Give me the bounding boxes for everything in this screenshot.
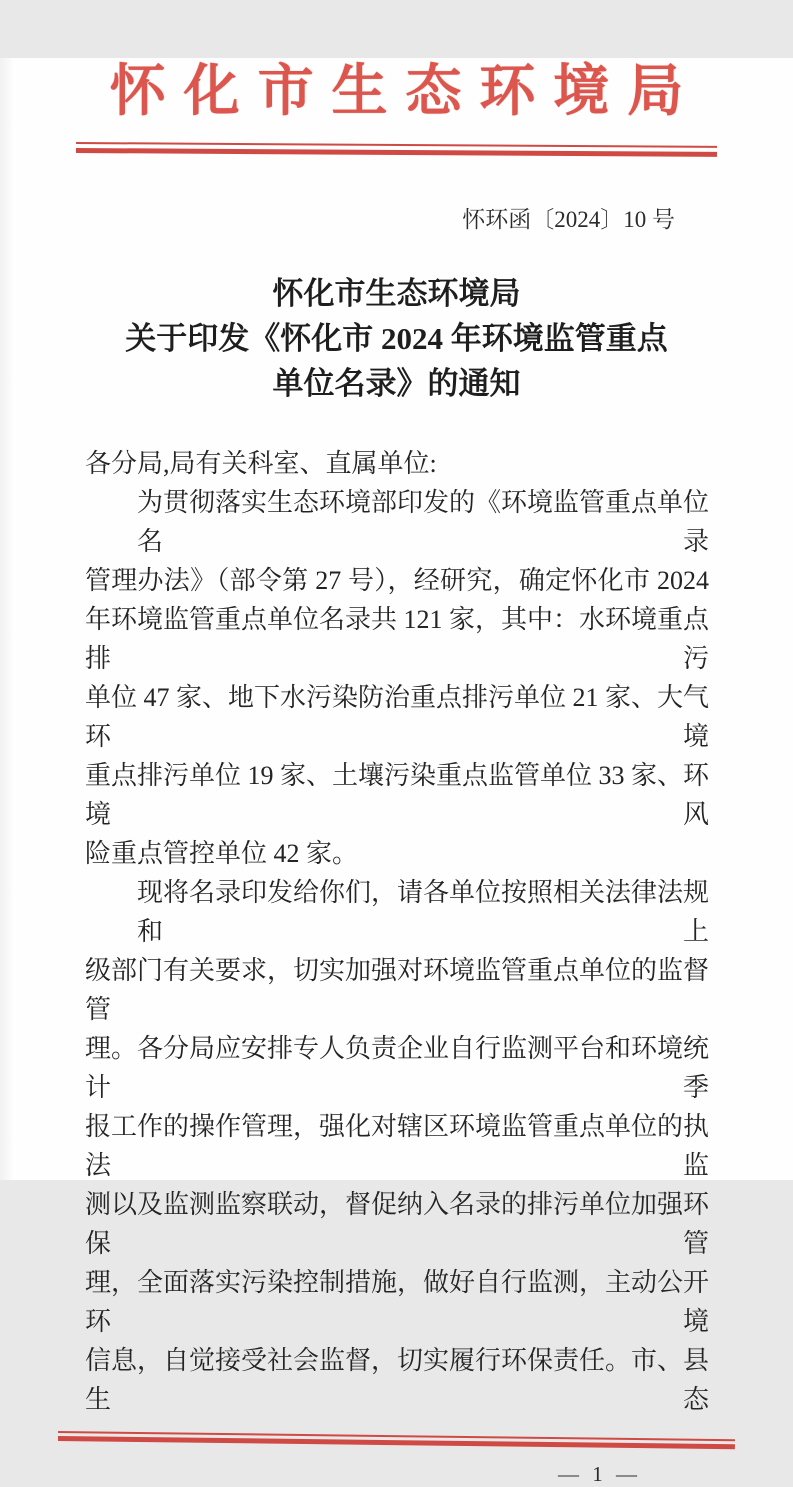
body-line: 险重点管控单位 42 家。 — [85, 839, 359, 868]
body-line: 现将名录印发给你们，请各单位按照相关法律法规和上 — [137, 878, 710, 946]
notice-title-line: 怀化市生态环境局 — [272, 276, 521, 311]
page-number: — 1 — — [558, 1462, 641, 1486]
letterhead-divider-thin-rule — [76, 142, 717, 148]
body-line: 报工作的操作管理，强化对辖区环境监管重点单位的执法监 — [85, 1112, 710, 1180]
notice-title-line: 关于印发《怀化市 2024 年环境监管重点 — [125, 321, 668, 356]
letterhead-divider — [76, 142, 717, 157]
body-line: 理，全面落实污染控制措施，做好自行监测，主动公开环境 — [85, 1268, 710, 1336]
notice-title — [0, 271, 793, 406]
document-page — [0, 58, 793, 1486]
notice-body — [85, 444, 709, 1419]
notice-title-line: 单位名录》的通知 — [272, 366, 521, 401]
body-line: 年环境监管重点单位名录共 121 家，其中：水环境重点排污 — [85, 605, 710, 673]
body-line: 重点排污单位 19 家、土壤污染重点监管单位 33 家、环境风 — [85, 761, 710, 829]
agency-letterhead-title: 怀化市生态环境局 — [109, 61, 702, 123]
body-line: 测以及监测监察联动，督促纳入名录的排污单位加强环保管 — [85, 1190, 710, 1258]
body-line: 为贯彻落实生态环境部印发的《环境监管重点单位名录 — [137, 488, 710, 556]
body-line: 级部门有关要求，切实加强对环境监管重点单位的监督管 — [85, 956, 710, 1024]
footer-divider — [58, 1431, 735, 1449]
body-line: 理。各分局应安排专人负责企业自行监测平台和环境统计季 — [85, 1034, 710, 1102]
body-line: 管理办法》（部令第 27 号），经研究，确定怀化市 2024 — [85, 566, 709, 595]
body-salutation: 各分局,局有关科室、直属单位: — [85, 449, 437, 478]
document-number: 怀环函〔2024〕10 号 — [462, 207, 675, 232]
letterhead-divider-thick-rule — [76, 148, 717, 157]
body-line: 单位 47 家、地下水污染防治重点排污单位 21 家、大气环境 — [85, 683, 710, 751]
body-line: 信息，自觉接受社会监督，切实履行环保责任。市、县生态 — [85, 1346, 710, 1414]
